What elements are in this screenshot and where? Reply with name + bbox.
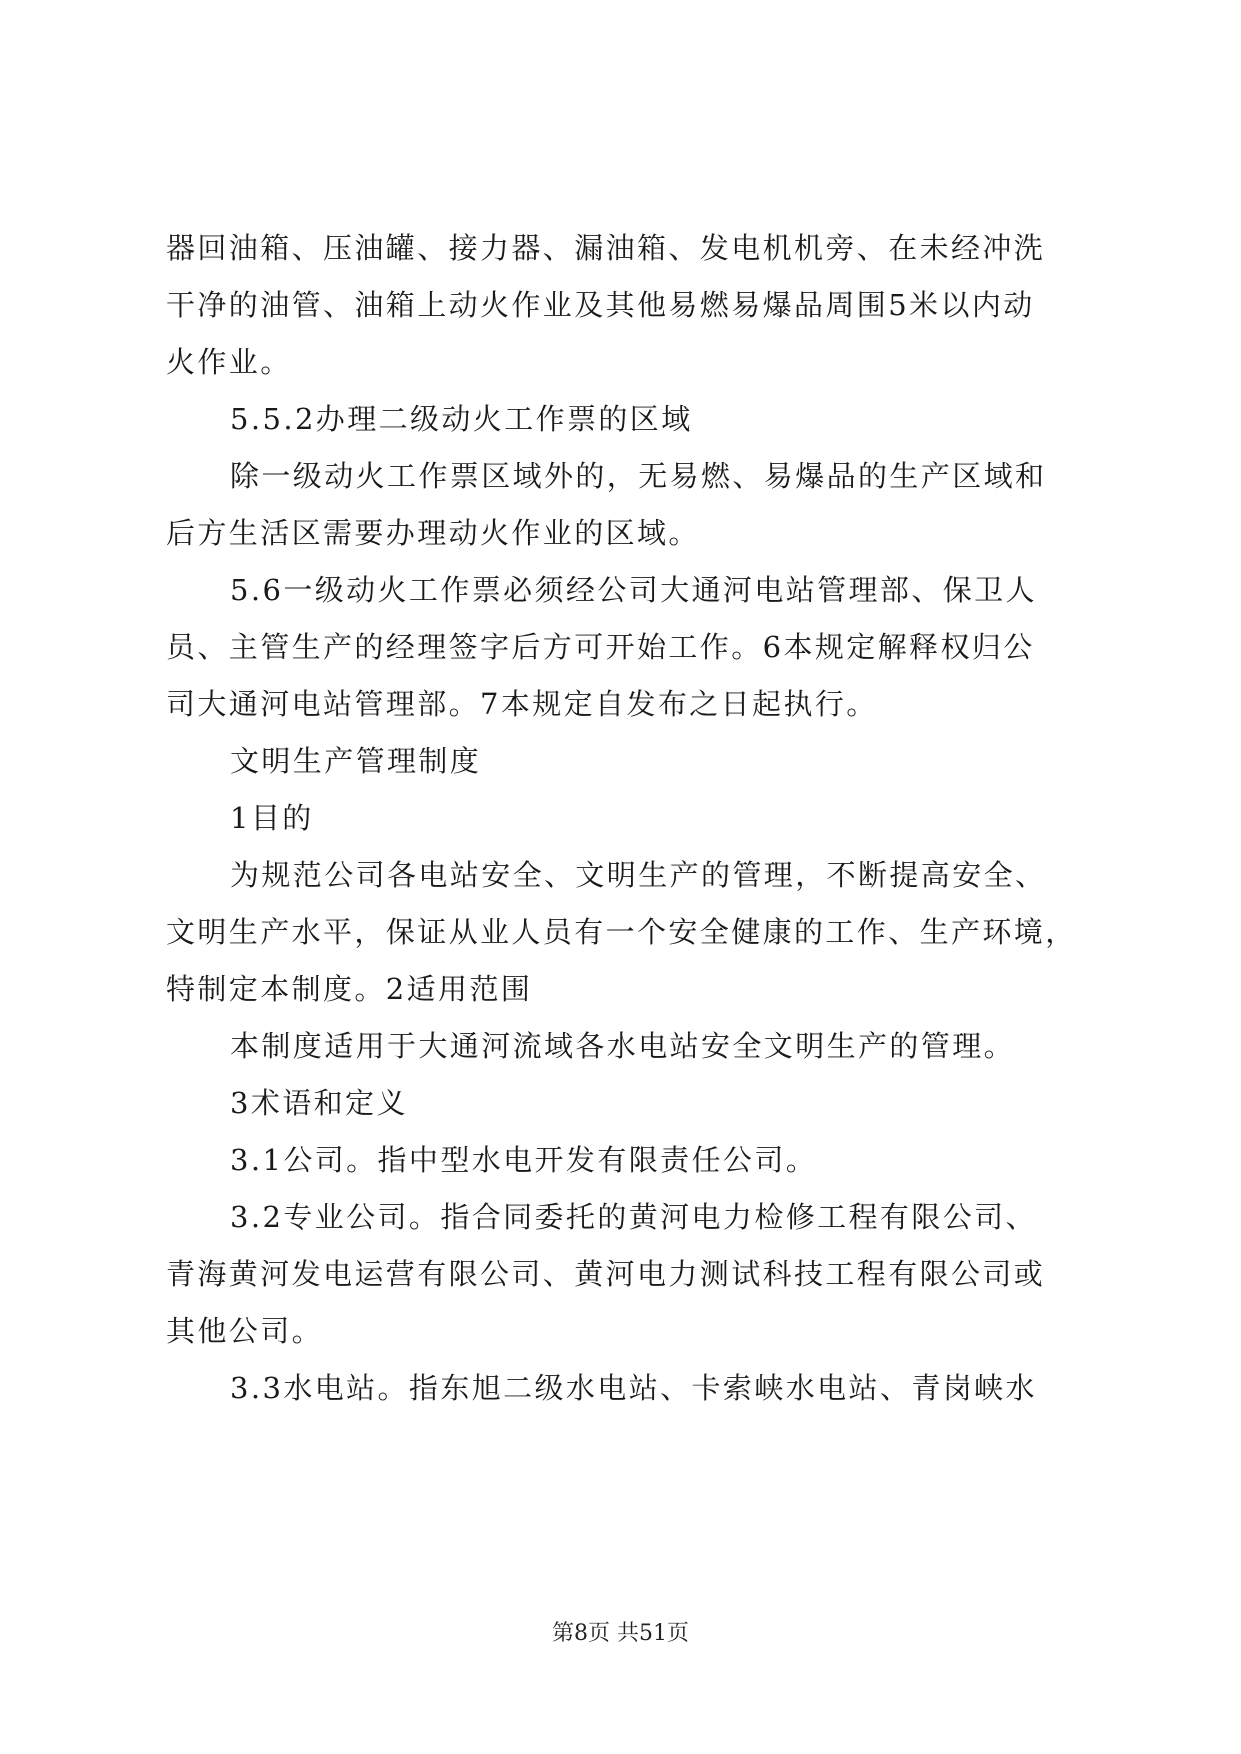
text-line: 为规范公司各电站安全、文明生产的管理，不断提高安全、 xyxy=(230,858,1047,892)
text-line: 除一级动火工作票区域外的，无易燃、易爆品的生产区域和 xyxy=(230,459,1047,493)
text-line: 器回油箱、压油罐、接力器、漏油箱、发电机机旁、在未经冲洗 xyxy=(166,231,1046,265)
text-line: 3.1公司。指中型水电开发有限责任公司。 xyxy=(230,1143,818,1177)
text-line: 1目的 xyxy=(230,801,314,835)
text-line: 3术语和定义 xyxy=(230,1086,408,1120)
text-line: 干净的油管、油箱上动火作业及其他易燃易爆品周围5米以内动 xyxy=(166,288,1035,322)
section-heading: 文明生产管理制度 xyxy=(230,744,482,778)
text-line: 特制定本制度。2适用范围 xyxy=(166,972,533,1006)
text-line: 后方生活区需要办理动火作业的区域。 xyxy=(166,516,700,550)
text-line: 其他公司。 xyxy=(166,1314,324,1348)
text-line: 本制度适用于大通河流域各水电站安全文明生产的管理。 xyxy=(230,1029,1016,1063)
page-number: 第8页 共51页 xyxy=(552,1621,689,1646)
text-line: 文明生产水平，保证从业人员有一个安全健康的工作、生产环境， xyxy=(166,915,1077,949)
text-line: 青海黄河发电运营有限公司、黄河电力测试科技工程有限公司或 xyxy=(166,1257,1046,1291)
text-line: 5.5.2办理二级动火工作票的区域 xyxy=(230,402,693,436)
text-line: 火作业。 xyxy=(166,345,292,379)
text-line: 司大通河电站管理部。7本规定自发布之日起执行。 xyxy=(166,687,878,721)
text-line: 5.6一级动火工作票必须经公司大通河电站管理部、保卫人 xyxy=(230,573,1037,607)
text-line: 3.2专业公司。指合同委托的黄河电力检修工程有限公司、 xyxy=(230,1200,1037,1234)
text-line: 3.3水电站。指东旭二级水电站、卡索峡水电站、青岗峡水 xyxy=(230,1371,1037,1405)
text-line: 员、主管生产的经理签字后方可开始工作。6本规定解释权归公 xyxy=(166,630,1035,664)
